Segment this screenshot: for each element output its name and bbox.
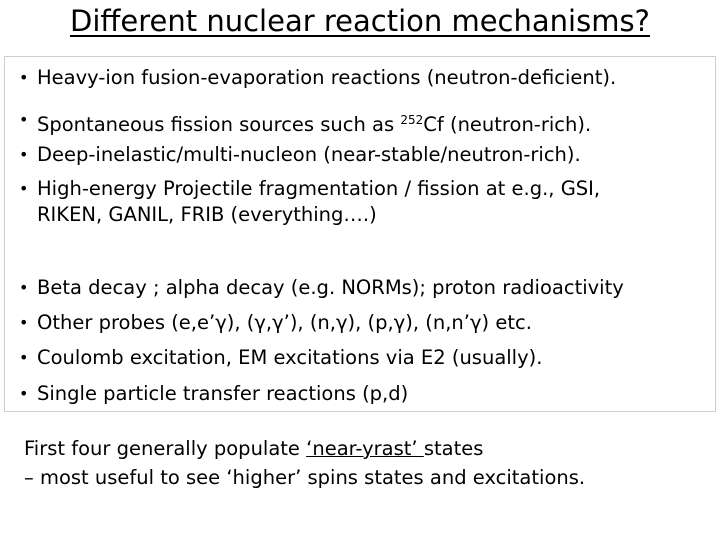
- bullet-text: High-energy Projectile fragmentation / fission at e.g., GSI,: [37, 177, 601, 200]
- bullet-text-post: Cf (neutron-rich).: [423, 113, 592, 136]
- bullet-continuation: RIKEN, GANIL, FRIB (everything….): [37, 203, 377, 226]
- bullet-dot: •: [19, 179, 29, 198]
- bullet-dot: •: [19, 348, 29, 367]
- bullet-text: Beta decay ; alpha decay (e.g. NORMs); proton radioactivity: [37, 276, 624, 299]
- footer-text-pre: First four generally populate: [24, 437, 307, 460]
- bullet-text: Other probes (e,e’γ), (γ,γ’), (n,γ), (p,γ), (n,n’γ) etc.: [37, 311, 532, 334]
- footer-underlined-term: ‘near-yrast’: [306, 437, 424, 460]
- footer-text-post: states: [423, 437, 484, 460]
- bullet-text: Heavy-ion fusion-evaporation reactions (neutron-deficient).: [37, 66, 617, 89]
- bullet-text: [37, 108, 591, 137]
- bullet-dot: •: [19, 68, 29, 87]
- bullet-dot: •: [19, 384, 29, 403]
- slide-title: Different nuclear reaction mechanisms?: [70, 4, 650, 38]
- bullet-dot: •: [19, 110, 29, 129]
- bullet-text-pre: Spontaneous fission sources such as: [37, 113, 401, 136]
- footer-line-1: [24, 437, 483, 461]
- bullet-text: Deep-inelastic/multi-nucleon (near-stable/neutron-rich).: [37, 143, 581, 166]
- bullet-dot: •: [19, 278, 29, 297]
- bullet-text: Single particle transfer reactions (p,d): [37, 382, 409, 405]
- bullet-dot: •: [19, 145, 29, 164]
- bullet-dot: •: [19, 313, 29, 332]
- footer-line-2: – most useful to see ‘higher’ spins states and excitations.: [24, 466, 586, 489]
- bullet-text: Coulomb excitation, EM excitations via E2 (usually).: [37, 346, 543, 369]
- content-box: [4, 56, 716, 412]
- isotope-mass-number: 252: [400, 113, 424, 127]
